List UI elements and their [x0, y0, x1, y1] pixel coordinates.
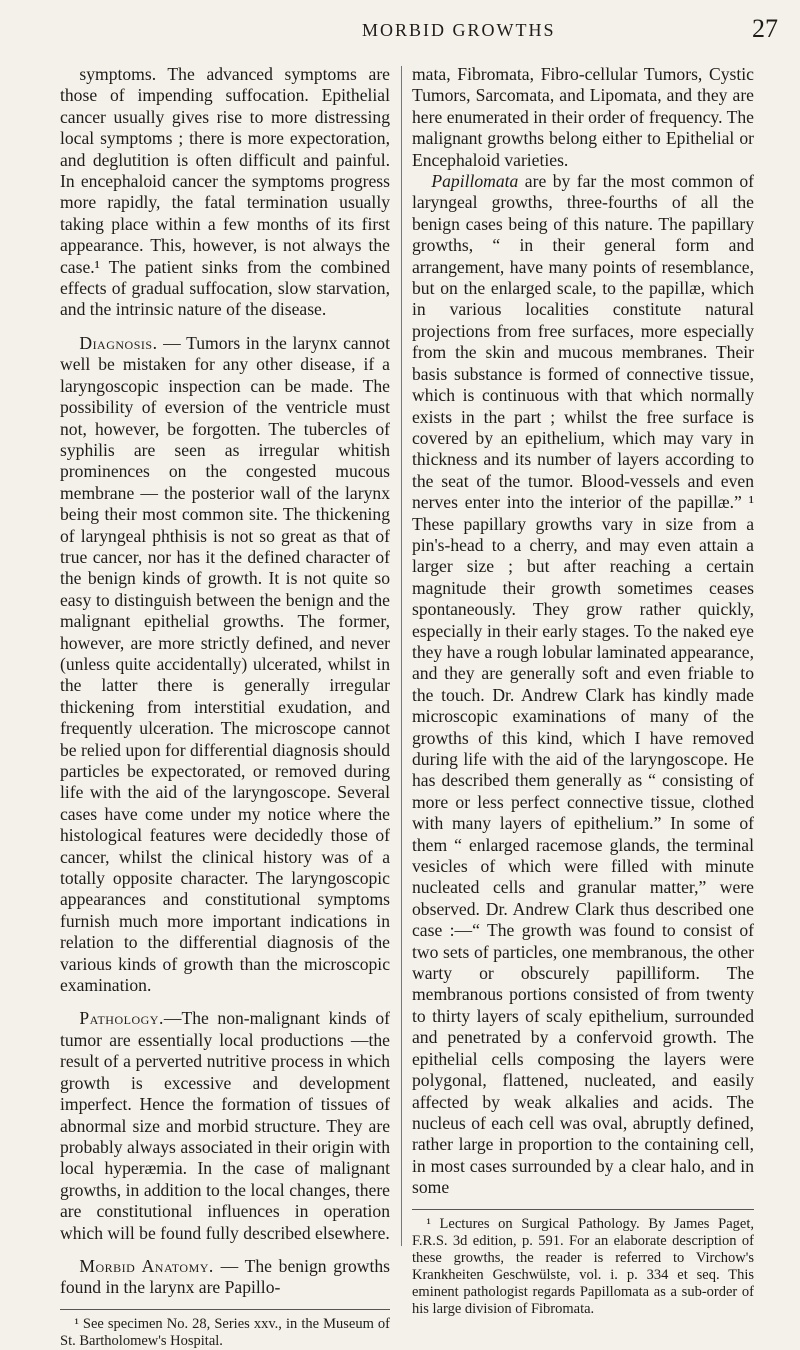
page-number: 27	[752, 14, 778, 43]
morbid-anatomy-text: — The benign growths found in the larynx are Papillo-	[60, 1255, 390, 1298]
right-footnotes	[412, 1209, 754, 1318]
paragraph-morbid-anatomy	[60, 1256, 390, 1299]
papillomata-term: Papillomata	[431, 171, 519, 192]
diagnosis-heading: Diagnosis.	[79, 332, 158, 353]
footnote-1-left: ¹ See specimen No. 28, Series xxv., in the Museum of St. Bartholomew's Hospital.	[60, 1315, 390, 1349]
morbid-anatomy-heading: Morbid Anatomy.	[79, 1255, 214, 1276]
running-title: MORBID GROWTHS	[362, 20, 556, 40]
paragraph-symptoms: symptoms. The advanced symptoms are those of impending suffocation. Epithelial cancer usually gives rise to more distressing local symptoms ; there is more expectoration, and deglutition is often difficult and painful. In encephaloid cancer the symptoms progress more rapidly, the fatal termination usually taking place within a few months of its first appearance. This, however, is not always the case.¹ The patient sinks from the combined effects of gradual suffocation, slow starvation, and the intrinsic nature of the disease.	[60, 64, 390, 320]
footnote-1-right: ¹ Lectures on Surgical Pathology. By James Paget, F.R.S. 3d edition, p. 591. For an elaborate description of these growths, the reader is referred to Virchow's Krankheiten Geschwülste, vol. i. p. 334 et seq. This eminent pathologist regards Papillomata as a sub-order of his large division of Fibromata.	[412, 1215, 754, 1317]
left-footnotes	[60, 1309, 390, 1350]
column-divider	[401, 66, 402, 1246]
papillomata-text: are by far the most common of laryngeal growths, three-fourths of all the benign cases being of this nature. The papillary growths, “ in their general form and arrangement, have many points of resemblance, but on the enlarged scale, to the papillæ, which in various localities constitute natural projections from free surfaces, more especially from the skin and mucous membranes. Their basis substance is formed of connective tissue, which is continuous with that which normally exists in the part ; whilst the free surface is covered by an epithelium, which may vary in thickness and its number of layers according to the seat of the tumor. Blood-vessels and even nerves enter into the interior of the papillæ.” ¹ These papillary growths vary in size from a pin's-head to a cherry, and may even attain a larger size ; but after reaching a certain magnitude their growth sometimes ceases spontaneously. They grow rather quickly, especially in their early stages. To the naked eye they have a rough lobular laminated appearance, and they are generally soft and even friable to the touch. Dr. Andrew Clark has kindly made microscopic examinations of many of the growths of this kind, which I have removed during life with the aid of the laryngoscope. He has described them generally as “ consisting of more or less perfect connective tissue, clothed with many layers of epithelium.” In some of them “ enlarged racemose glands, the terminal vesicles of which were filled with minute nucleated cells and granular matter,” were observed. Dr. Andrew Clark thus described one case :—“ The growth was found to consist of two sets of particles, one membranous, the other warty or obscurely papilliform. The membranous portions consisted of from twenty to thirty layers of scaly epithelium, surrounded and penetrated by a confervoid growth. The epithelial cells composing the layers were polygonal, flattened, nucleated, and easily affected by weak alkalies and acids. The nucleus of each cell was oval, abruptly defined, rather large in proportion to the containing cell, in most cases surrounded by a clear halo, and in some	[412, 171, 754, 1198]
left-column	[60, 64, 390, 1350]
pathology-heading: Pathology.	[79, 1008, 164, 1029]
page-header	[0, 14, 800, 56]
paragraph-tumor-list: mata, Fibromata, Fibro-cellular Tumors, Cystic Tumors, Sarcomata, and Lipomata, and they are here enumerated in their order of frequency. The malignant growths belong either to Epithelial or Encephaloid varieties.	[412, 64, 754, 170]
paragraph-diagnosis	[60, 333, 390, 997]
pathology-text: —The non-malignant kinds of tumor are essentially local productions —the result of a perverted nutritive process in which growth is excessive and development imperfect. Hence the formation of tissues of abnormal size and morbid structure. They are probably always associated in their origin with local hyperæmia. In the case of malignant growths, in addition to the local changes, there are constitutional influences in operation which will be found fully described elsewhere.	[60, 1008, 390, 1243]
paragraph-papillomata	[412, 171, 754, 1199]
diagnosis-text: — Tumors in the larynx cannot well be mistaken for any other disease, if a laryngoscopic inspection can be made. The possibility of eversion of the ventricle must not, however, be forgotten. The tubercles of syphilis are seen as irregular whitish prominences on the congested mucous membrane — the posterior wall of the larynx being their most common site. The thickening of laryngeal phthisis is not so great as that of true cancer, nor has it the defined character of the benign kinds of growth. It is not quite so easy to distinguish between the benign and the malignant epithelial growths. The former, however, are more strictly defined, and never (unless quite accidentally) ulcerated, whilst in the latter there is generally irregular thickening from interstitial exudation, and frequently ulceration. The microscope cannot be relied upon for differential diagnosis should particles be expectorated, or removed during life with the aid of the laryngoscope. Several cases have come under my notice where the histological features were decidedly those of cancer, whilst the clinical history was of a totally opposite character. The laryngoscopic appearances and constitutional symptoms furnish much more important indications in relation to the differential diagnosis of the various kinds of growth than the microscopic examination.	[60, 332, 390, 996]
right-column	[412, 64, 754, 1318]
paragraph-pathology	[60, 1008, 390, 1243]
